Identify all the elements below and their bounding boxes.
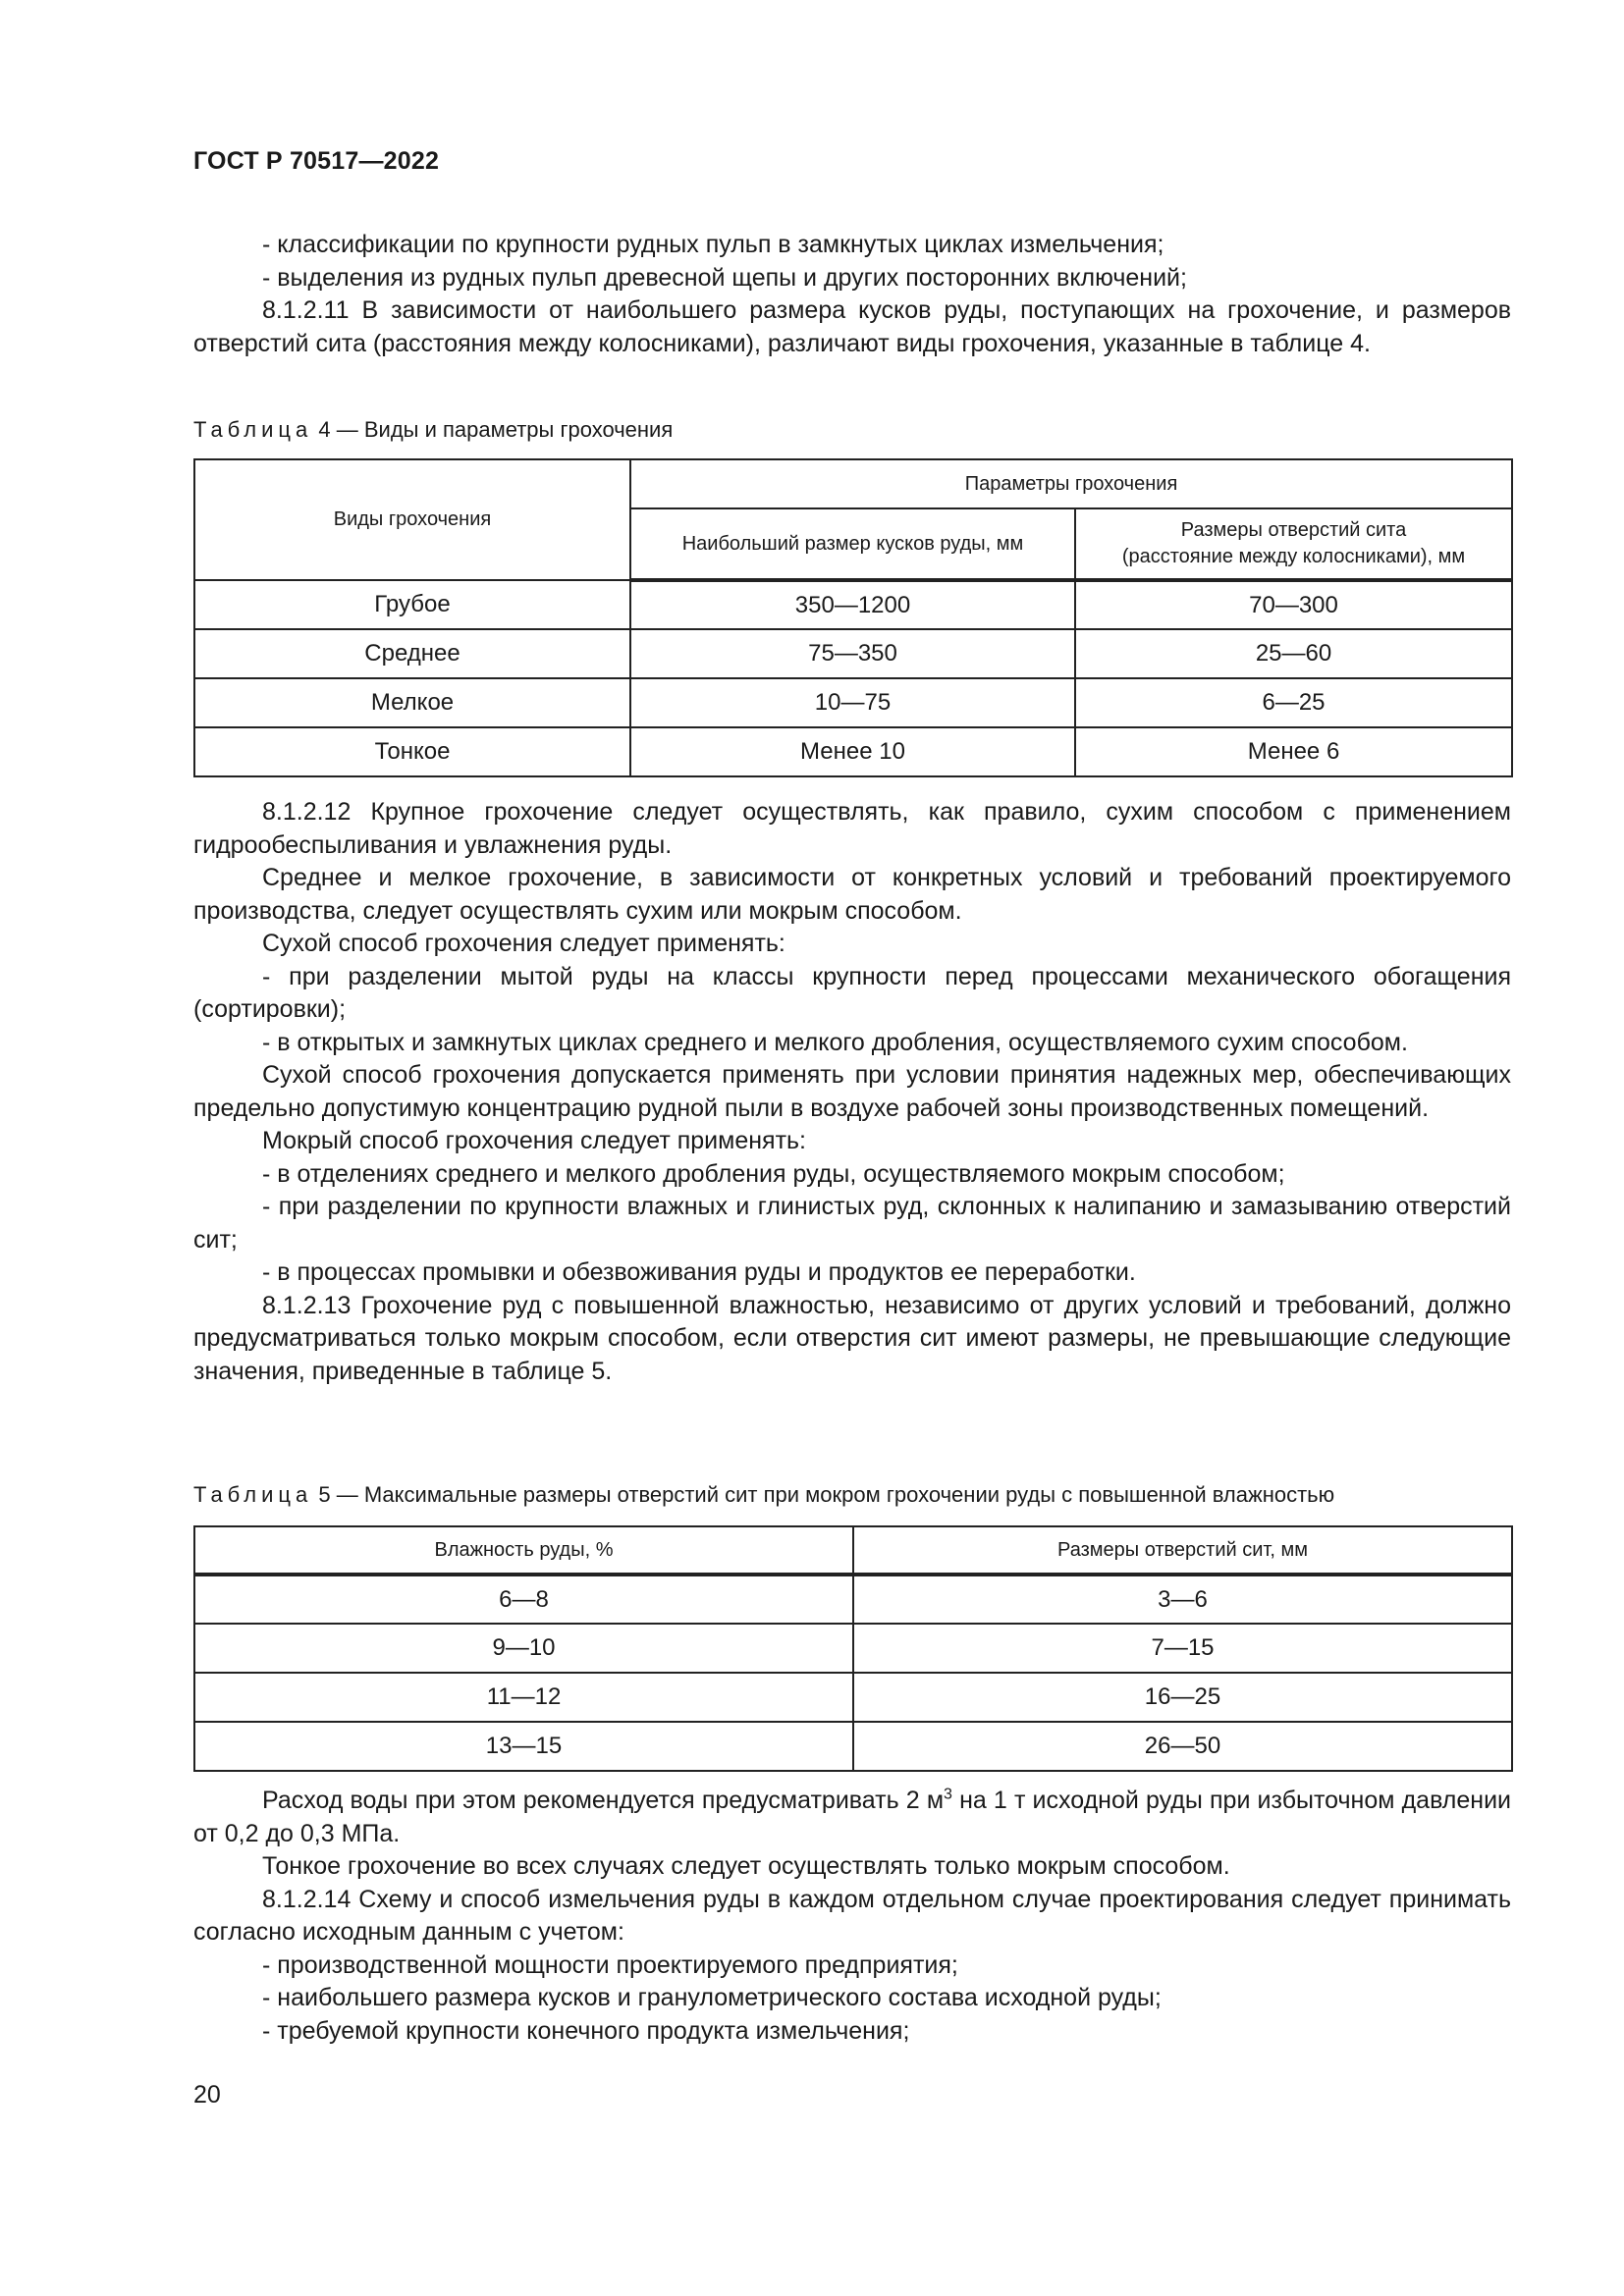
list-item: - производственной мощности проектируемого предприятия; [262, 1950, 958, 1979]
paragraph-8-1-2-13: 8.1.2.13 Грохочение руд с повышенной влажностью, независимо от других условий и требований, должно предусматриваться только мокрым способом, если отверстия сит имеют размеры, не превышающие следующие значения, приведенные в таблице 5. [193, 1291, 1511, 1385]
table-row: 11—12 16—25 [194, 1673, 1512, 1722]
paragraph: Тонкое грохочение во всех случаях следует осуществлять только мокрым способом. [262, 1852, 1230, 1880]
paragraph: Мокрый способ грохочения следует применять: [262, 1127, 807, 1154]
list-item: - в открытых и замкнутых циклах среднего и мелкого дробления, осуществляемого сухим способом. [262, 1028, 1408, 1056]
table-row: Мелкое 10—75 6—25 [194, 678, 1512, 727]
section-b [193, 796, 1511, 1388]
paragraph: Среднее и мелкое грохочение, в зависимости от конкретных условий и требований проектируемого производства, следует осуществлять сухим или мокрым способом. [193, 864, 1511, 925]
table4-caption-word: Таблица [193, 417, 313, 442]
table5-caption-word: Таблица [193, 1482, 313, 1507]
table-row: 13—15 26—50 [194, 1722, 1512, 1771]
list-item: - при разделении мытой руды на классы крупности перед процессами механического обогащения (сортировки); [193, 962, 1511, 1023]
superscript-3: 3 [944, 1786, 952, 1803]
paragraph: Сухой способ грохочения следует применять: [262, 930, 785, 957]
table4-header-size: Наибольший размер кусков руды, мм [630, 508, 1075, 580]
table-5 [193, 1525, 1513, 1772]
table4-caption-title: 4 — Виды и параметры грохочения [318, 417, 674, 442]
paragraph: 8.1.2.12 Крупное грохочение следует осуществлять, как правило, сухим способом с применением гидрообеспыливания и увлажнения руды. [193, 798, 1511, 859]
paragraph-water-consumption: Расход воды при этом рекомендуется предусматривать 2 $м^3$ на 1 т исходной руды при избыточном давлении от 0,2 до 0,3 МПа. [193, 1786, 1511, 1847]
list-item: - при разделении по крупности влажных и глинистых руд, склонных к налипанию и замазыванию отверстий сит; [193, 1193, 1511, 1254]
table-4 [193, 458, 1513, 777]
table-row: Тонкое Менее 10 Менее 6 [194, 727, 1512, 776]
paragraph: Сухой способ грохочения допускается применять при условии принятия надежных мер, обеспечивающих предельно допустимую концентрацию рудной пыли в воздухе рабочей зоны производственных помещений. [193, 1061, 1511, 1122]
table4-header-type: Виды грохочения [194, 459, 630, 580]
table5-header-holes: Размеры отверстий сит, мм [853, 1526, 1512, 1575]
table-row: 9—10 7—15 [194, 1624, 1512, 1673]
list-item: - выделения из рудных пульп древесной щепы и других посторонних включений; [262, 263, 1187, 292]
table4-header-params: Параметры грохочения [630, 459, 1512, 508]
section-a [193, 229, 1511, 360]
paragraph-8-1-2-14: 8.1.2.14 Схему и способ измельчения руды в каждом отдельном случае проектирования следует принимать согласно исходным данным с учетом: [193, 1885, 1511, 1946]
table4-caption [193, 415, 1511, 445]
list-item: - в отделениях среднего и мелкого дробления руды, осуществляемого мокрым способом; [262, 1159, 1285, 1188]
list-item: - наибольшего размера кусков и гранулометрического состава исходной руды; [262, 1984, 1162, 2011]
paragraph-8-1-2-11: 8.1.2.11 В зависимости от наибольшего размера кусков руды, поступающих на грохочение, и размеров отверстий сита (расстояния между колосниками), различают виды грохочения, указанные в таблице 4. [193, 296, 1511, 357]
table-row: 6—8 3—6 [194, 1575, 1512, 1624]
page-number: 20 [193, 2081, 221, 2109]
list-item: - классификации по крупности рудных пульп в замкнутых циклах измельчения; [262, 231, 1164, 258]
list-item: - требуемой крупности конечного продукта измельчения; [262, 2016, 910, 2045]
table5-header-moisture: Влажность руды, % [194, 1526, 853, 1575]
table5-caption-title: 5 — Максимальные размеры отверстий сит при мокром грохочении руды с повышенной влажностью [318, 1482, 1335, 1507]
list-item: - в процессах промывки и обезвоживания руды и продуктов ее переработки. [262, 1258, 1136, 1286]
section-c [193, 1785, 1511, 2048]
table-row: Грубое 350—1200 70—300 [194, 580, 1512, 629]
table4-header-holes: Размеры отверстий сита (расстояние между колосниками), мм [1075, 508, 1512, 580]
table-row: Среднее 75—350 25—60 [194, 629, 1512, 678]
document-code-header: ГОСТ Р 70517—2022 [193, 147, 440, 175]
table5-caption [193, 1480, 1511, 1510]
